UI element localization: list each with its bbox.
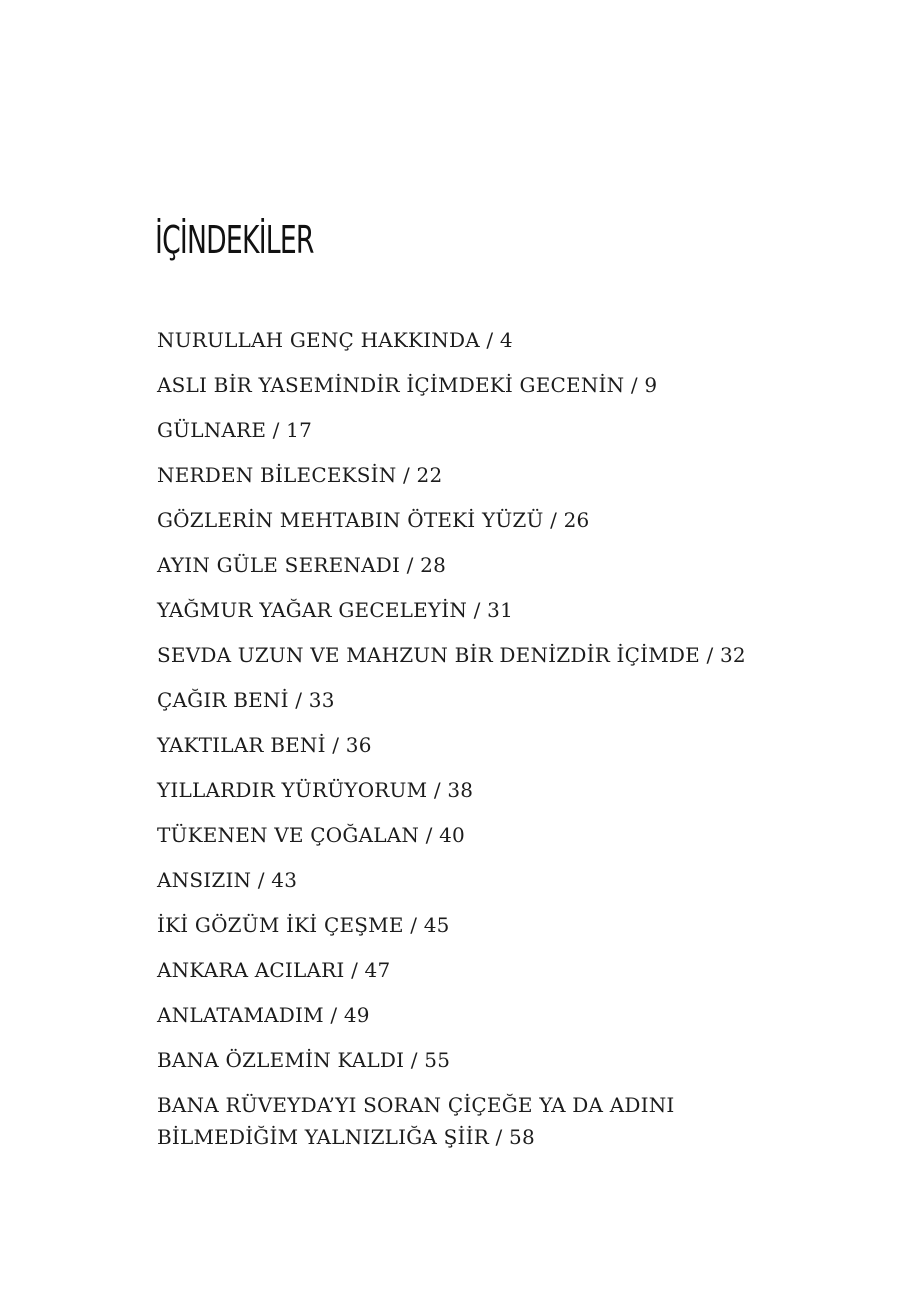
toc-entry bbox=[157, 1044, 857, 1076]
toc-entry bbox=[157, 639, 857, 671]
toc-entry-line: GÖZLERİN MEHTABIN ÖTEKİ YÜZÜ / 26 bbox=[157, 508, 590, 532]
toc-entry-line: GÜLNARE / 17 bbox=[157, 418, 313, 442]
toc-entry-line: ANSIZIN / 43 bbox=[157, 868, 298, 892]
toc-entry bbox=[157, 549, 857, 581]
toc-entry-line: YAĞMUR YAĞAR GECELEYİN / 31 bbox=[157, 598, 514, 622]
toc-entry-line: AYIN GÜLE SERENADI / 28 bbox=[157, 553, 447, 577]
toc-entry-line: ÇAĞIR BENİ / 33 bbox=[157, 688, 335, 712]
toc-entry bbox=[157, 774, 857, 806]
toc-entry bbox=[157, 414, 857, 446]
toc-entry-line: BANA RÜVEYDA’YI SORAN ÇİÇEĞE YA DA ADINI bbox=[157, 1093, 675, 1117]
toc-entry bbox=[157, 999, 857, 1031]
toc-entry bbox=[157, 504, 857, 536]
toc-entry-line: İKİ GÖZÜM İKİ ÇEŞME / 45 bbox=[157, 913, 450, 937]
page-title: İÇİNDEKİLER bbox=[155, 218, 314, 262]
toc-entry-line: BİLMEDİĞİM YALNIZLIĞA ŞİİR / 58 bbox=[157, 1125, 535, 1149]
toc-list bbox=[157, 324, 857, 1166]
toc-entry bbox=[157, 1089, 857, 1153]
toc-entry-line: TÜKENEN VE ÇOĞALAN / 40 bbox=[157, 823, 465, 847]
toc-entry bbox=[157, 819, 857, 851]
toc-entry bbox=[157, 729, 857, 761]
toc-entry-line: SEVDA UZUN VE MAHZUN BİR DENİZDİR İÇİMDE / 32 bbox=[157, 643, 746, 667]
toc-entry-line: ANLATAMADIM / 49 bbox=[157, 1003, 370, 1027]
toc-entry-line: BANA ÖZLEMİN KALDI / 55 bbox=[157, 1048, 451, 1072]
toc-entry bbox=[157, 909, 857, 941]
toc-entry-line: YAKTILAR BENİ / 36 bbox=[157, 733, 372, 757]
toc-entry bbox=[157, 459, 857, 491]
toc-entry-line: NERDEN BİLECEKSİN / 22 bbox=[157, 463, 443, 487]
toc-entry bbox=[157, 864, 857, 896]
toc-entry-line: YILLARDIR YÜRÜYORUM / 38 bbox=[157, 778, 474, 802]
toc-entry-line: ANKARA ACILARI / 47 bbox=[157, 958, 391, 982]
toc-entry bbox=[157, 369, 857, 401]
toc-entry bbox=[157, 954, 857, 986]
toc-entry bbox=[157, 324, 857, 356]
toc-entry bbox=[157, 594, 857, 626]
toc-entry bbox=[157, 684, 857, 716]
toc-entry-line: ASLI BİR YASEMİNDİR İÇİMDEKİ GECENİN / 9 bbox=[157, 373, 658, 397]
toc-entry-line: NURULLAH GENÇ HAKKINDA / 4 bbox=[157, 328, 513, 352]
